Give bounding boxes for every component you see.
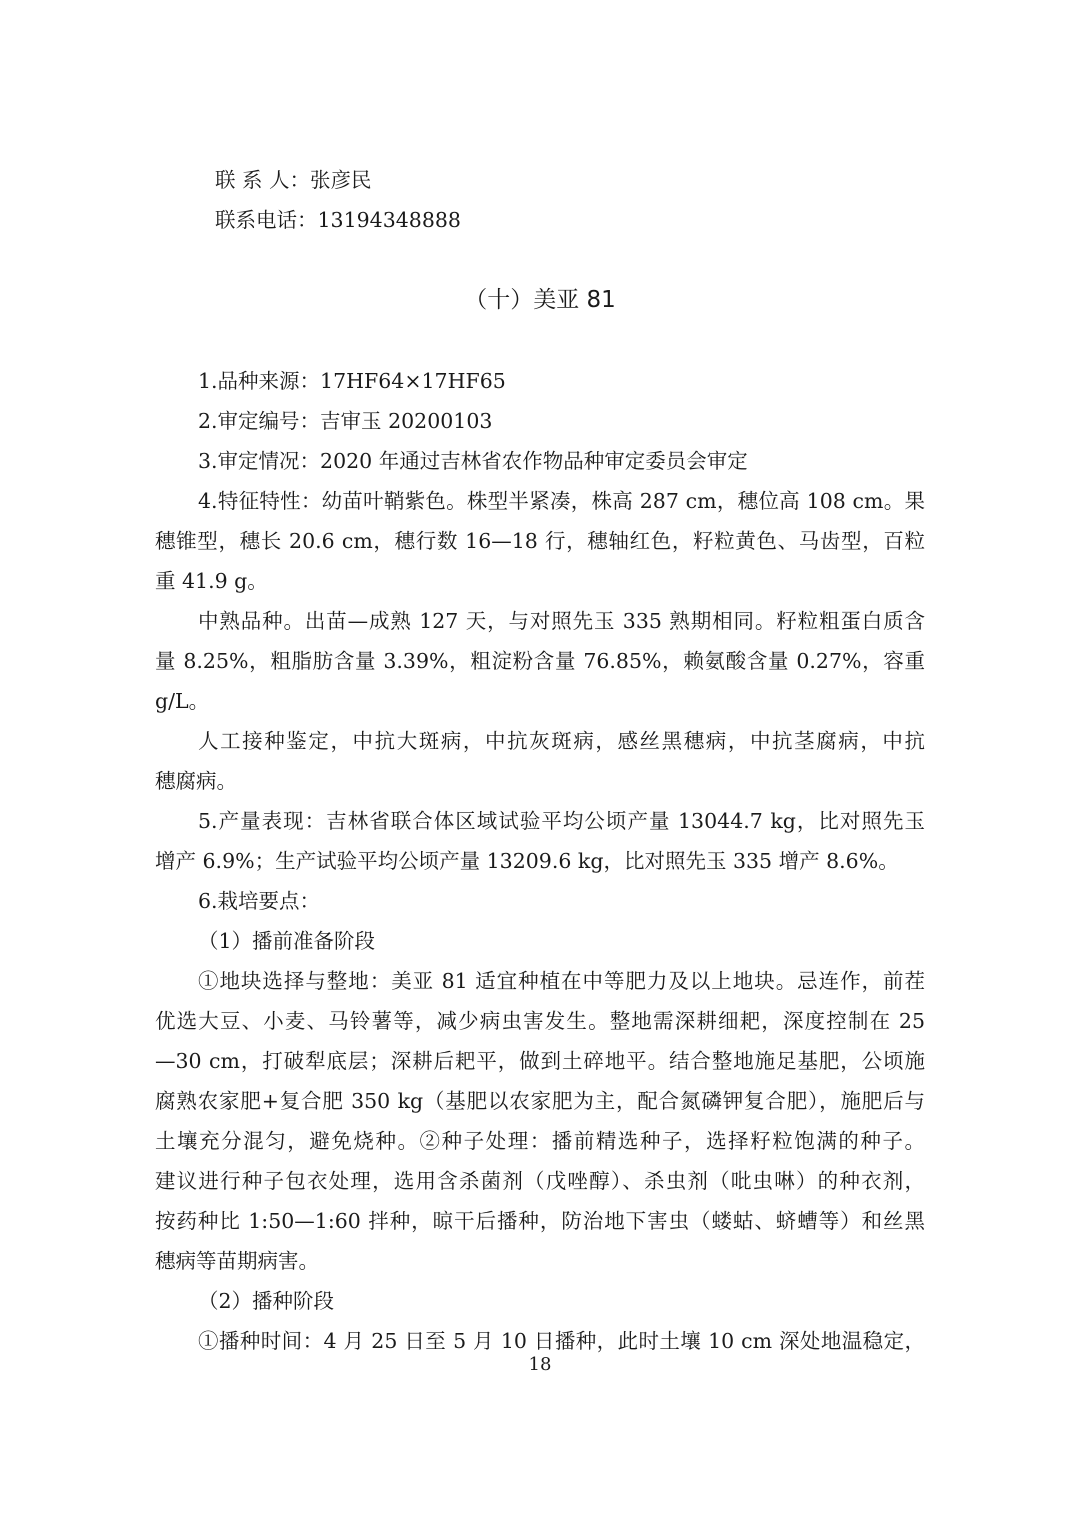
paragraph-line: ①播种时间：4 月 25 日至 5 月 10 日播种，此时土壤 10 cm 深处地温稳定， (198, 1329, 925, 1353)
paragraph-line: 建议进行种子包衣处理，选用含杀菌剂（戊唑醇）、杀虫剂（吡虫啉）的种衣剂， (155, 1169, 925, 1193)
paragraph-line: 穗病等苗期病害。 (155, 1249, 319, 1273)
paragraph-line: g/L。 (155, 689, 210, 713)
paragraph-line: 优选大豆、小麦、马铃薯等，减少病虫害发生。整地需深耕细耙，深度控制在 25 (155, 1009, 925, 1033)
paragraph-line: 中熟品种。出苗—成熟 127 天，与对照先玉 335 熟期相同。籽粒粗蛋白质含 (198, 609, 925, 633)
approval-status: 3.审定情况：2020 年通过吉林省农作物品种审定委员会审定 (198, 449, 748, 473)
paragraph-line: 人工接种鉴定，中抗大斑病，中抗灰斑病，感丝黑穗病，中抗茎腐病，中抗 (198, 729, 925, 753)
contact-person: 联 系 人：张彦民 (215, 168, 372, 192)
variety-source: 1.品种来源：17HF64×17HF65 (198, 369, 506, 393)
paragraph-line: 穗锥型，穗长 20.6 cm，穗行数 16—18 行，穗轴红色，籽粒黄色、马齿型，百粒 (155, 529, 925, 553)
paragraph-line: 土壤充分混匀，避免烧种。②种子处理：播前精选种子，选择籽粒饱满的种子。 (155, 1129, 925, 1153)
subsection-heading: （1）播前准备阶段 (198, 929, 376, 953)
paragraph-line: 4.特征特性：幼苗叶鞘紫色。株型半紧凑，株高 287 cm，穗位高 108 cm。果 (198, 489, 925, 513)
paragraph-line: 5.产量表现：吉林省联合体区域试验平均公顷产量 13044.7 kg，比对照先玉 (198, 809, 925, 833)
paragraph-line: 量 8.25%，粗脂肪含量 3.39%，粗淀粉含量 76.85%，赖氨酸含量 0.27%，容重 (155, 649, 925, 673)
approval-number: 2.审定编号：吉审玉 20200103 (198, 409, 493, 433)
paragraph-line: 腐熟农家肥+复合肥 350 kg（基肥以农家肥为主，配合氮磷钾复合肥），施肥后与 (155, 1089, 925, 1113)
paragraph-line: —30 cm，打破犁底层；深耕后耙平，做到土碎地平。结合整地施足基肥，公顷施 (155, 1049, 925, 1073)
section-title: （十）美亚 81 (464, 287, 616, 313)
cultivation-heading: 6.栽培要点： (198, 889, 321, 913)
paragraph-line: 穗腐病。 (155, 769, 237, 793)
paragraph-line: 按药种比 1:50—1:60 拌种，晾干后播种，防治地下害虫（蝼蛄、蛴螬等）和丝黑 (155, 1209, 925, 1233)
page-number: 18 (528, 1354, 552, 1375)
paragraph-line: 增产 6.9%；生产试验平均公顷产量 13209.6 kg，比对照先玉 335 增产 8.6%。 (155, 849, 899, 873)
paragraph-line: 重 41.9 g。 (155, 569, 268, 593)
paragraph-line: ①地块选择与整地：美亚 81 适宜种植在中等肥力及以上地块。忌连作，前茬 (198, 969, 925, 993)
contact-phone: 联系电话：13194348888 (215, 208, 461, 232)
subsection-heading: （2）播种阶段 (198, 1289, 335, 1313)
